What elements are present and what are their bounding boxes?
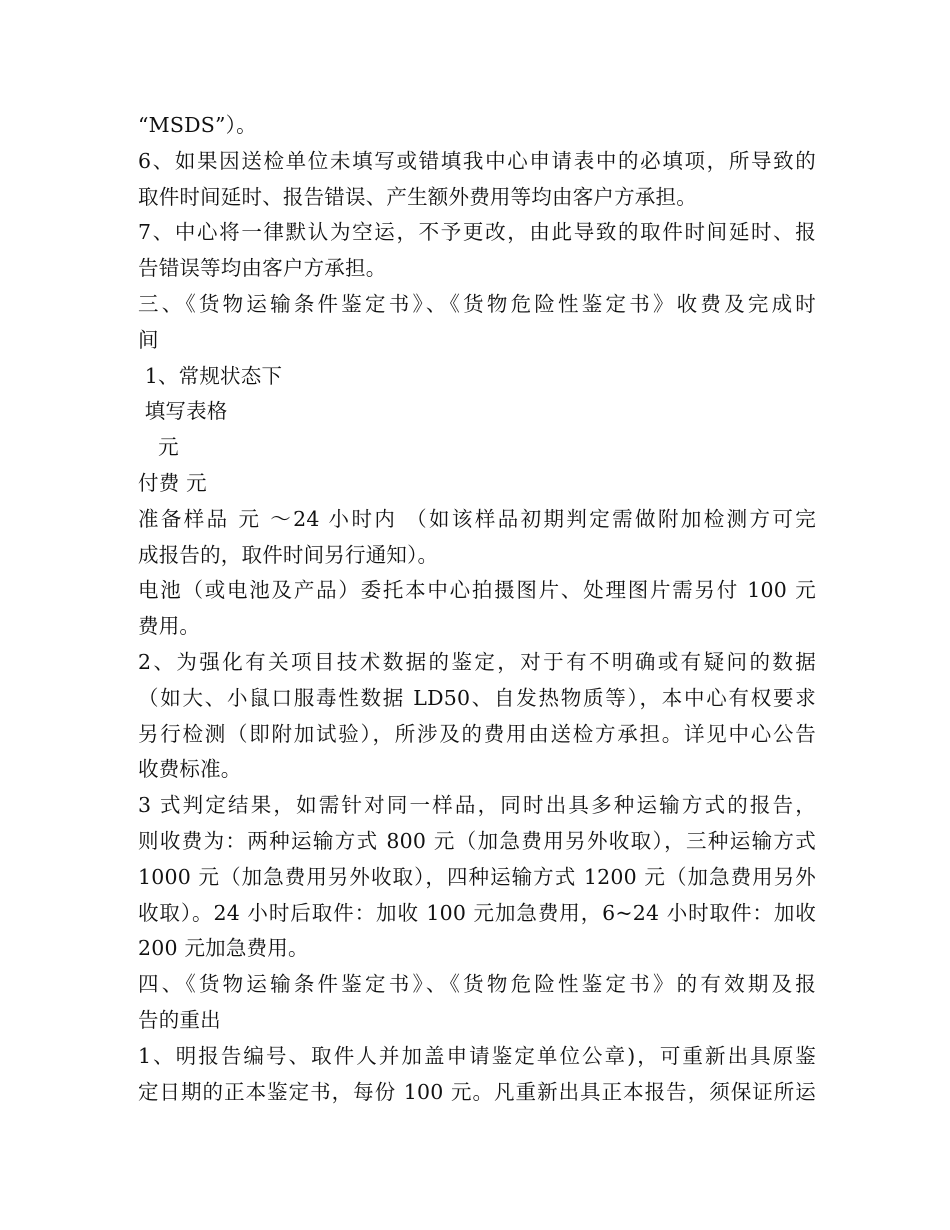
text-line: 电池（或电池及产品）委托本中心拍摄图片、处理图片需另付 100 元 xyxy=(138,578,816,603)
text-line: 200 元加急费用。 xyxy=(138,936,309,961)
section-heading: 四、《货物运输条件鉴定书》、《货物危险性鉴定书》的有效期及报 xyxy=(138,972,816,997)
text-line: 2、为强化有关项目技术数据的鉴定，对于有不明确或有疑问的数据 xyxy=(138,649,816,674)
document-body xyxy=(138,108,816,1110)
text-line: 则收费为：两种运输方式 800 元（加急费用另外收取），三种运输方式 xyxy=(138,828,816,853)
text-line: 取件时间延时、报告错误、产生额外费用等均由客户方承担。 xyxy=(138,184,697,209)
text-line: 另行检测（即附加试验），所涉及的费用由送检方承担。详见中心公告 xyxy=(138,721,816,746)
section-heading-cont: 告的重出 xyxy=(138,1007,221,1032)
section-heading: 三、《货物运输条件鉴定书》、《货物危险性鉴定书》收费及完成时 xyxy=(138,291,816,316)
text-line: 1000 元（加急费用另外收取），四种运输方式 1200 元（加急费用另外 xyxy=(138,864,816,889)
text-line: 填写表格 xyxy=(138,399,228,424)
text-line: 告错误等均由客户方承担。 xyxy=(138,256,387,281)
text-line: 元 xyxy=(138,435,179,460)
text-line: 收取）。24 小时后取件：加收 100 元加急费用，6~24 小时取件：加收 xyxy=(138,900,816,925)
text-line: 收费标准。 xyxy=(138,757,242,782)
text-line: 准备样品 元 ～24 小时内 （如该样品初期判定需做附加检测方可完 xyxy=(138,506,816,531)
text-line: 费用。 xyxy=(138,614,201,639)
text-line: 成报告的，取件时间另行通知）。 xyxy=(138,542,439,567)
text-line: 付费 元 xyxy=(138,470,207,495)
text-line: 6、如果因送检单位未填写或错填我中心申请表中的必填项，所导致的 xyxy=(138,148,816,173)
section-heading-cont: 间 xyxy=(138,327,159,352)
text-line: 3 式判定结果，如需针对同一样品，同时出具多种运输方式的报告， xyxy=(138,793,816,818)
text-line: 1、明报告编号、取件人并加盖申请鉴定单位公章)，可重新出具原鉴 xyxy=(138,1043,816,1068)
text-line: 7、中心将一律默认为空运，不予更改，由此导致的取件时间延时、报 xyxy=(138,220,816,245)
text-line: 定日期的正本鉴定书，每份 100 元。凡重新出具正本报告，须保证所运 xyxy=(138,1079,816,1104)
text-line: 1、常规状态下 xyxy=(138,363,283,388)
text-line: （如大、小鼠口服毒性数据 LD50、自发热物质等），本中心有权要求 xyxy=(138,685,816,710)
text-line: “MSDS”）。 xyxy=(138,113,257,137)
